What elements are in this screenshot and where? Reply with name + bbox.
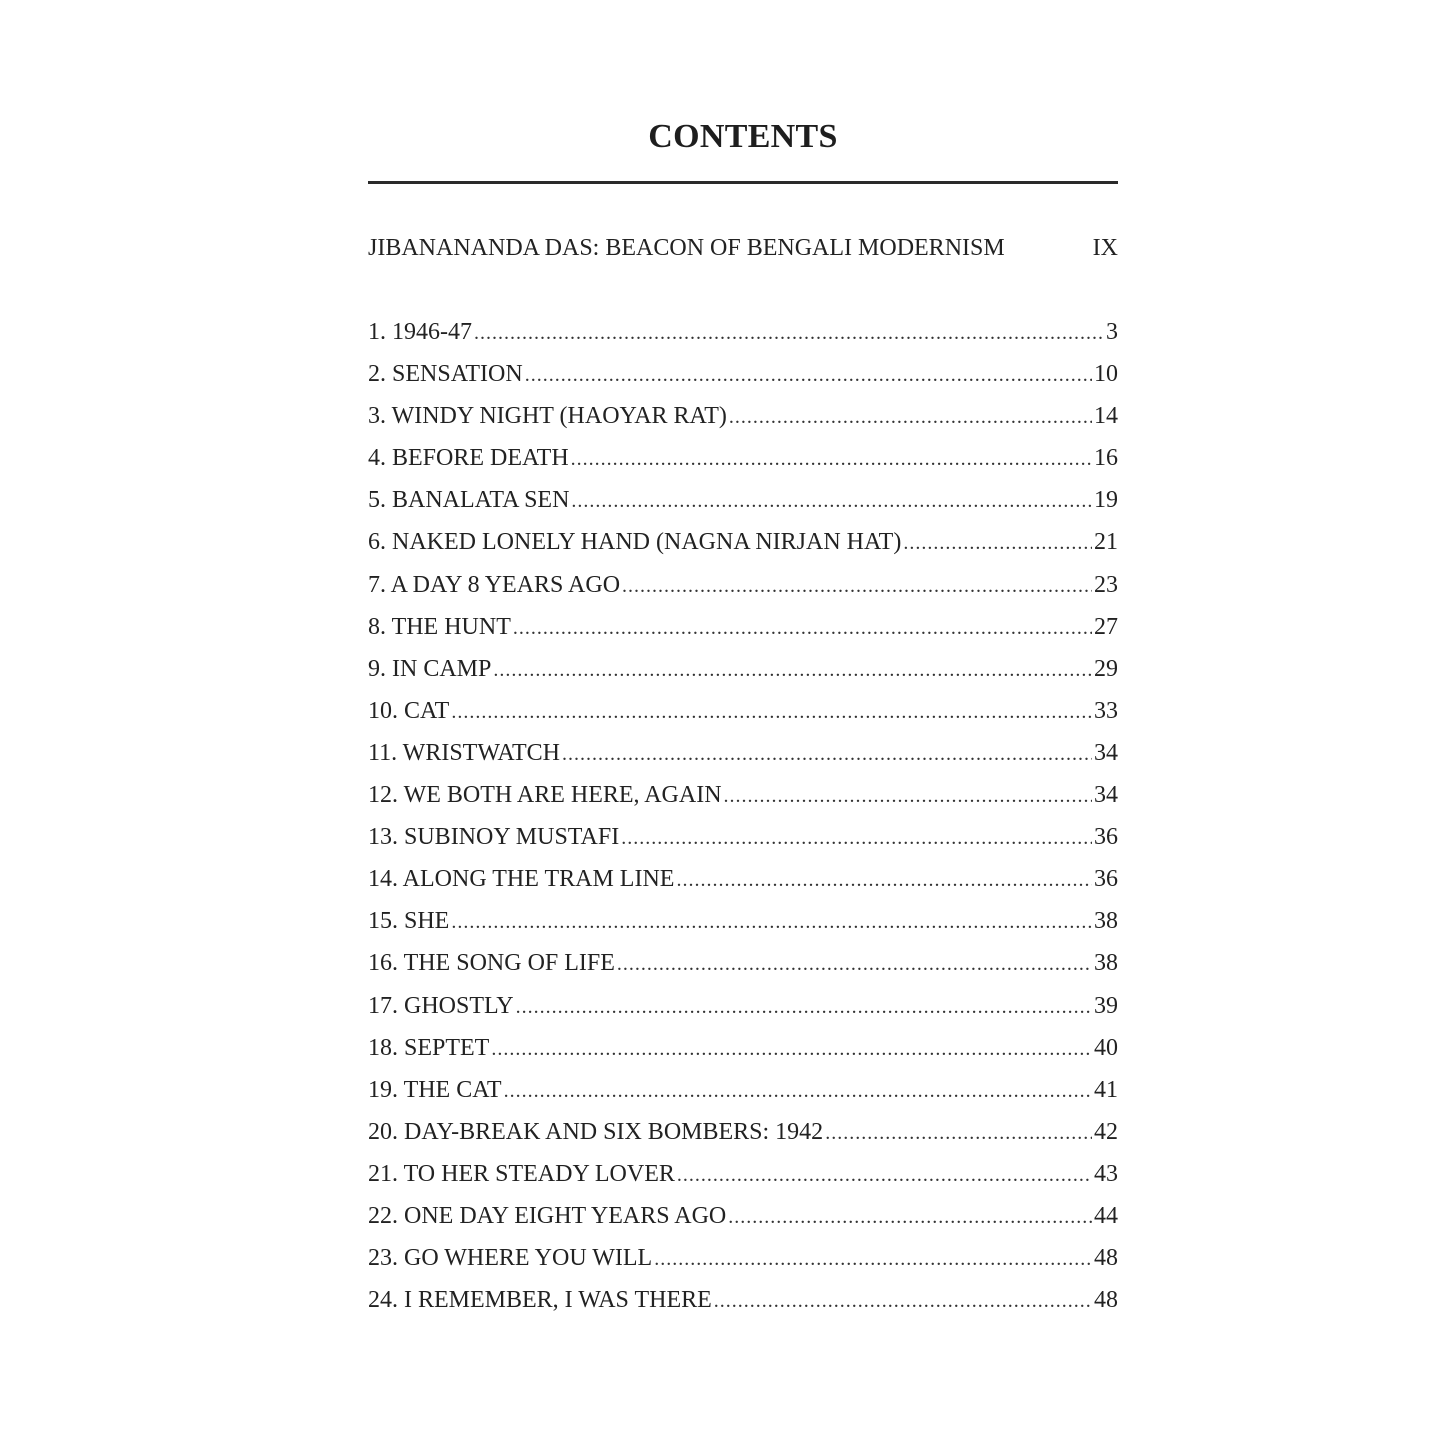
toc-entry-title: 10. CAT	[368, 697, 450, 724]
toc-entry-page: 36	[1094, 824, 1118, 851]
toc-entry-title: 11. WRISTWATCH	[368, 739, 560, 766]
toc-entry-page: 38	[1094, 908, 1118, 935]
dot-leader	[903, 527, 1092, 559]
toc-intro-page: IX	[1092, 235, 1118, 261]
toc-entry-title: 14. ALONG THE TRAM LINE	[368, 866, 675, 893]
toc-entry-title: 4. BEFORE DEATH	[368, 445, 569, 472]
toc-entry[interactable]	[368, 990, 1118, 1032]
title-divider	[368, 181, 1118, 184]
toc-entry-page: 34	[1094, 782, 1118, 809]
toc-entry-title: 17. GHOSTLY	[368, 992, 514, 1019]
toc-entry[interactable]	[368, 1074, 1118, 1116]
dot-leader	[504, 1075, 1092, 1107]
toc-entry[interactable]	[368, 442, 1118, 484]
toc-entry-title: 5. BANALATA SEN	[368, 487, 570, 514]
toc-entry-title: 20. DAY-BREAK AND SIX BOMBERS: 1942	[368, 1118, 824, 1145]
toc-entry-title: 15. SHE	[368, 908, 450, 935]
dot-leader	[451, 906, 1092, 938]
toc-entry-title: 19. THE CAT	[368, 1076, 502, 1103]
dot-leader	[493, 654, 1092, 686]
toc-entry-page: 39	[1094, 992, 1118, 1019]
toc-intro-title: JIBANANANDA DAS: BEACON OF BENGALI MODERNISM	[368, 235, 1005, 261]
dot-leader	[451, 696, 1092, 728]
toc-entry-page: 29	[1094, 655, 1118, 682]
toc-entry-title: 6. NAKED LONELY HAND (NAGNA NIRJAN HAT)	[368, 529, 902, 556]
toc-entry[interactable]	[368, 779, 1118, 821]
dot-leader	[676, 864, 1092, 896]
toc-entry[interactable]	[368, 1284, 1118, 1326]
toc-list	[368, 316, 1118, 1326]
toc-entry[interactable]	[368, 569, 1118, 611]
toc-entry-title: 24. I REMEMBER, I WAS THERE	[368, 1287, 712, 1314]
toc-entry-page: 44	[1094, 1202, 1118, 1229]
toc-entry-title: 3. WINDY NIGHT (HAOYAR RAT)	[368, 403, 727, 430]
toc-entry-title: 8. THE HUNT	[368, 613, 511, 640]
dot-leader	[571, 485, 1092, 517]
toc-entry[interactable]	[368, 653, 1118, 695]
toc-entry[interactable]	[368, 695, 1118, 737]
toc-entry-title: 21. TO HER STEADY LOVER	[368, 1160, 675, 1187]
toc-entry[interactable]	[368, 358, 1118, 400]
toc-intro-entry[interactable]	[368, 232, 1118, 264]
toc-entry-page: 43	[1094, 1160, 1118, 1187]
toc-entry-page: 33	[1094, 697, 1118, 724]
toc-entry-page: 19	[1094, 487, 1118, 514]
dot-leader	[562, 738, 1092, 770]
toc-entry-title: 16. THE SONG OF LIFE	[368, 950, 615, 977]
dot-leader	[621, 822, 1092, 854]
toc-entry[interactable]	[368, 316, 1118, 358]
toc-entry[interactable]	[368, 737, 1118, 779]
toc-entry-page: 23	[1094, 571, 1118, 598]
toc-entry-page: 41	[1094, 1076, 1118, 1103]
toc-entry-title: 12. WE BOTH ARE HERE, AGAIN	[368, 782, 722, 809]
dot-leader	[491, 1033, 1092, 1065]
dot-leader	[513, 612, 1092, 644]
toc-entry[interactable]	[368, 863, 1118, 905]
dot-leader	[474, 317, 1104, 349]
toc-entry[interactable]	[368, 821, 1118, 863]
toc-entry-title: 1. 1946-47	[368, 319, 472, 345]
toc-entry-page: 10	[1094, 361, 1118, 388]
toc-entry-page: 21	[1094, 529, 1118, 556]
toc-entry-page: 14	[1094, 403, 1118, 430]
toc-entry-title: 9. IN CAMP	[368, 655, 492, 682]
toc-entry[interactable]	[368, 484, 1118, 526]
toc-entry-page: 16	[1094, 445, 1118, 472]
dot-leader	[825, 1117, 1092, 1149]
dot-leader	[622, 570, 1092, 602]
toc-entry-page: 38	[1094, 950, 1118, 977]
toc-entry[interactable]	[368, 611, 1118, 653]
toc-entry[interactable]	[368, 1158, 1118, 1200]
dot-leader	[654, 1243, 1092, 1275]
toc-entry-title: 7. A DAY 8 YEARS AGO	[368, 571, 621, 598]
toc-entry-title: 23. GO WHERE YOU WILL	[368, 1245, 653, 1272]
toc-entry-page: 42	[1094, 1118, 1118, 1145]
dot-leader	[729, 401, 1092, 433]
dot-leader	[677, 1159, 1092, 1191]
toc-entry-page: 3	[1106, 319, 1118, 345]
dot-leader	[724, 780, 1092, 812]
dot-leader	[525, 359, 1092, 391]
toc-entry-page: 27	[1094, 613, 1118, 640]
toc-entry[interactable]	[368, 1242, 1118, 1284]
toc-entry[interactable]	[368, 905, 1118, 947]
toc-entry[interactable]	[368, 400, 1118, 442]
toc-entry[interactable]	[368, 1032, 1118, 1074]
toc-entry[interactable]	[368, 526, 1118, 568]
toc-entry[interactable]	[368, 1200, 1118, 1242]
toc-entry-page: 40	[1094, 1034, 1118, 1061]
dot-leader	[617, 948, 1092, 980]
toc-entry[interactable]	[368, 1116, 1118, 1158]
toc-entry-title: 2. SENSATION	[368, 361, 523, 388]
toc-entry-title: 18. SEPTET	[368, 1034, 490, 1061]
toc-entry[interactable]	[368, 947, 1118, 989]
toc-entry-page: 34	[1094, 739, 1118, 766]
dot-leader	[571, 443, 1092, 475]
toc-entry-page: 36	[1094, 866, 1118, 893]
toc-entry-title: 22. ONE DAY EIGHT YEARS AGO	[368, 1202, 727, 1229]
dot-leader	[728, 1201, 1092, 1233]
toc-entry-title: 13. SUBINOY MUSTAFI	[368, 824, 620, 851]
toc-entry-page: 48	[1094, 1245, 1118, 1272]
dot-leader	[714, 1285, 1092, 1317]
dot-leader	[516, 991, 1092, 1023]
page-title: CONTENTS	[648, 118, 838, 155]
toc-entry-page: 48	[1094, 1287, 1118, 1314]
